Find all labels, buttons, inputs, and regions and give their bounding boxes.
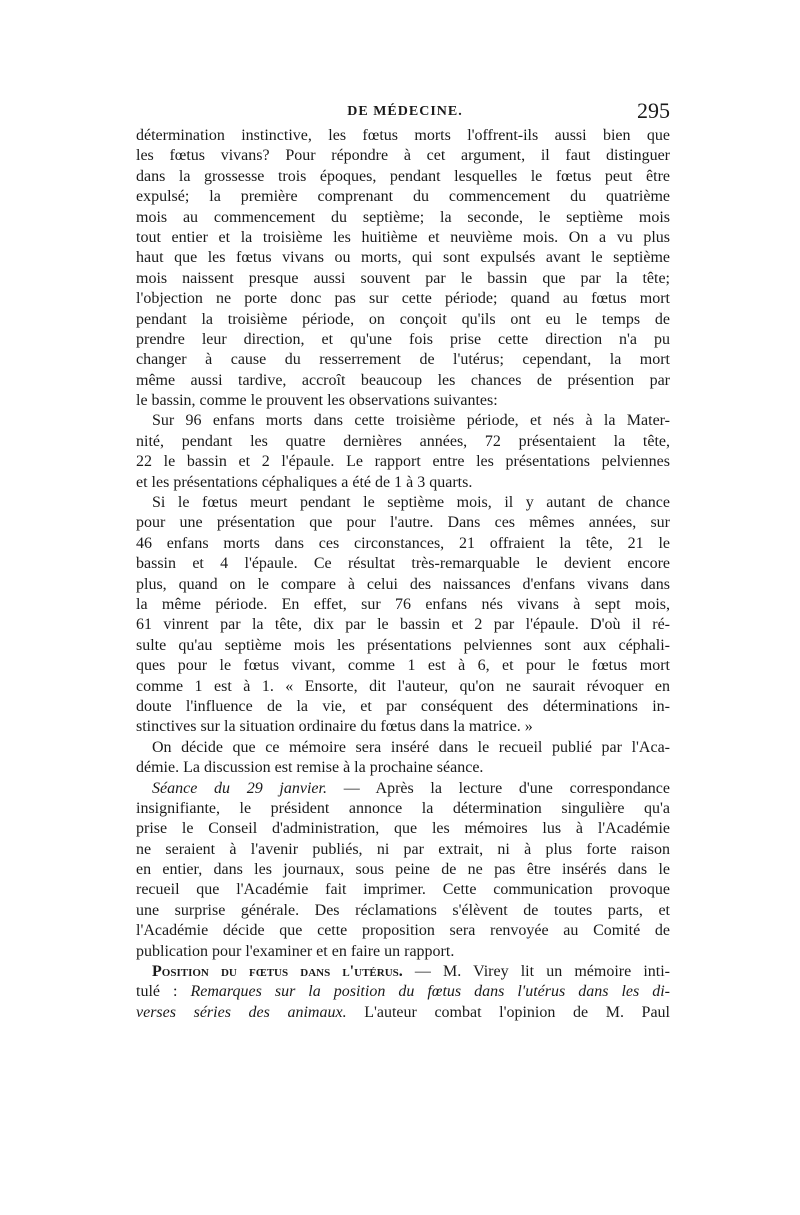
text-line: expulsé; la première comprenant du commencement du quatrième (136, 188, 670, 206)
text-line: ques pour le fœtus vivant, comme 1 est à 6, et pour le fœtus mort (136, 657, 670, 675)
text-run: — M. Virey lit un mémoire inti- (402, 963, 670, 981)
text-line: haut que les fœtus vivans ou morts, qui sont expulsés avant le septième (136, 249, 670, 267)
text-line (136, 779, 670, 799)
text-line: pour une présentation que pour l'autre. Dans ces mêmes années, sur (136, 514, 670, 532)
text-line: le bassin, comme le prouvent les observations suivantes: (136, 392, 498, 410)
text-line: recueil que l'Académie fait imprimer. Cette communication provoque (136, 881, 670, 899)
text-line: en entier, dans les journaux, sous peine de ne pas être insérés dans le (136, 861, 670, 879)
text-line: prendre leur direction, et qu'une fois prise cette direction n'a pu (136, 330, 670, 348)
section-heading: Position du fœtus dans l'utérus. (152, 963, 403, 981)
text-line: tout entier et la troisième les huitième et neuvième mois. On a vu plus (136, 228, 670, 246)
text-line: bassin et 4 l'épaule. Ce résultat très-remarquable le devient encore (136, 555, 670, 573)
text-line: Sur 96 enfans morts dans cette troisième période, et nés à la Mater- (152, 412, 670, 430)
text-line: démie. La discussion est remise à la prochaine séance. (136, 759, 484, 777)
text-line: et les présentations céphaliques a été de 1 à 3 quarts. (136, 473, 473, 491)
text-line: Si le fœtus meurt pendant le septième mois, il y autant de chance (152, 494, 670, 512)
text-run: tulé : (136, 983, 191, 1001)
text-line: l'objection ne porte donc pas sur cette période; quand au fœtus mort (136, 290, 670, 308)
text-line: changer à cause du resserrement de l'utérus; cependant, la mort (136, 351, 670, 369)
text-run: — Après la lecture d'une correspondance (326, 779, 670, 797)
text-line: publication pour l'examiner et en faire un rapport. (136, 942, 455, 960)
text-line: sulte qu'au septième mois les présentations pelviennes sont aux céphali- (136, 636, 670, 654)
text-line: mois naissent presque aussi souvent par le bassin que par la tête; (136, 269, 670, 287)
text-line: la même période. En effet, sur 76 enfans nés vivans à sept mois, (136, 595, 670, 613)
text-line: insignifiante, le président annonce la détermination singulière qu'a (136, 799, 670, 817)
running-title: DE MÉDECINE. (347, 104, 463, 119)
text-line: plus, quand on le compare à celui des naissances d'enfans vivans dans (136, 575, 670, 593)
text-line: mois au commencement du septième; la seconde, le septième mois (136, 208, 670, 226)
text-line: comme 1 est à 1. « Ensorte, dit l'auteur, qu'on ne saurait révoquer en (136, 677, 670, 695)
text-line (136, 982, 670, 1002)
italic-title: verses séries des animaux. (136, 1003, 347, 1021)
body-text (136, 126, 670, 1023)
text-line: 46 enfans morts dans ces circonstances, 21 offraient la tête, 21 le (136, 534, 670, 552)
text-line (136, 1003, 670, 1023)
text-line: pendant la troisième période, on conçoit qu'ils ont eu le temps de (136, 310, 670, 328)
text-line: doute l'influence de la vie, et par conséquent des déterminations in- (136, 697, 670, 715)
text-line: les fœtus vivans? Pour répondre à cet argument, il faut distinguer (136, 147, 670, 165)
session-date: Séance du 29 janvier. (152, 779, 327, 797)
page-number: 295 (637, 98, 670, 123)
text-line: 22 le bassin et 2 l'épaule. Le rapport entre les présentations pelviennes (136, 453, 670, 471)
text-line: prise le Conseil d'administration, que les mémoires lus à l'Académie (136, 820, 670, 838)
text-line: stinctives sur la situation ordinaire du fœtus dans la matrice. » (136, 718, 533, 736)
text-line: même aussi tardive, accroît beaucoup les chances de présention par (136, 371, 670, 389)
text-line: ne seraient à l'avenir publiés, ni par extrait, ni à plus forte raison (136, 840, 670, 858)
text-line: On décide que ce mémoire sera inséré dans le recueil publié par l'Aca- (152, 738, 670, 756)
text-line: détermination instinctive, les fœtus morts l'offrent-ils aussi bien que (136, 127, 670, 144)
text-run: L'auteur combat l'opinion de M. Paul (346, 1003, 670, 1021)
text-line: dans la grossesse trois époques, pendant lesquelles le fœtus peut être (136, 167, 670, 185)
italic-title: Remarques sur la position du fœtus dans l'utérus dans les di- (190, 983, 670, 1001)
text-line: 61 vinrent par la tête, dix par le bassin et 2 par l'épaule. D'où il ré- (136, 616, 670, 634)
text-line (136, 962, 670, 982)
text-line: l'Académie décide que cette proposition sera renvoyée au Comité de (136, 922, 670, 940)
text-line: une surprise générale. Des réclamations s'élèvent de toutes parts, et (136, 901, 670, 919)
text-line: nité, pendant les quatre dernières années, 72 présentaient la tête, (136, 432, 670, 450)
